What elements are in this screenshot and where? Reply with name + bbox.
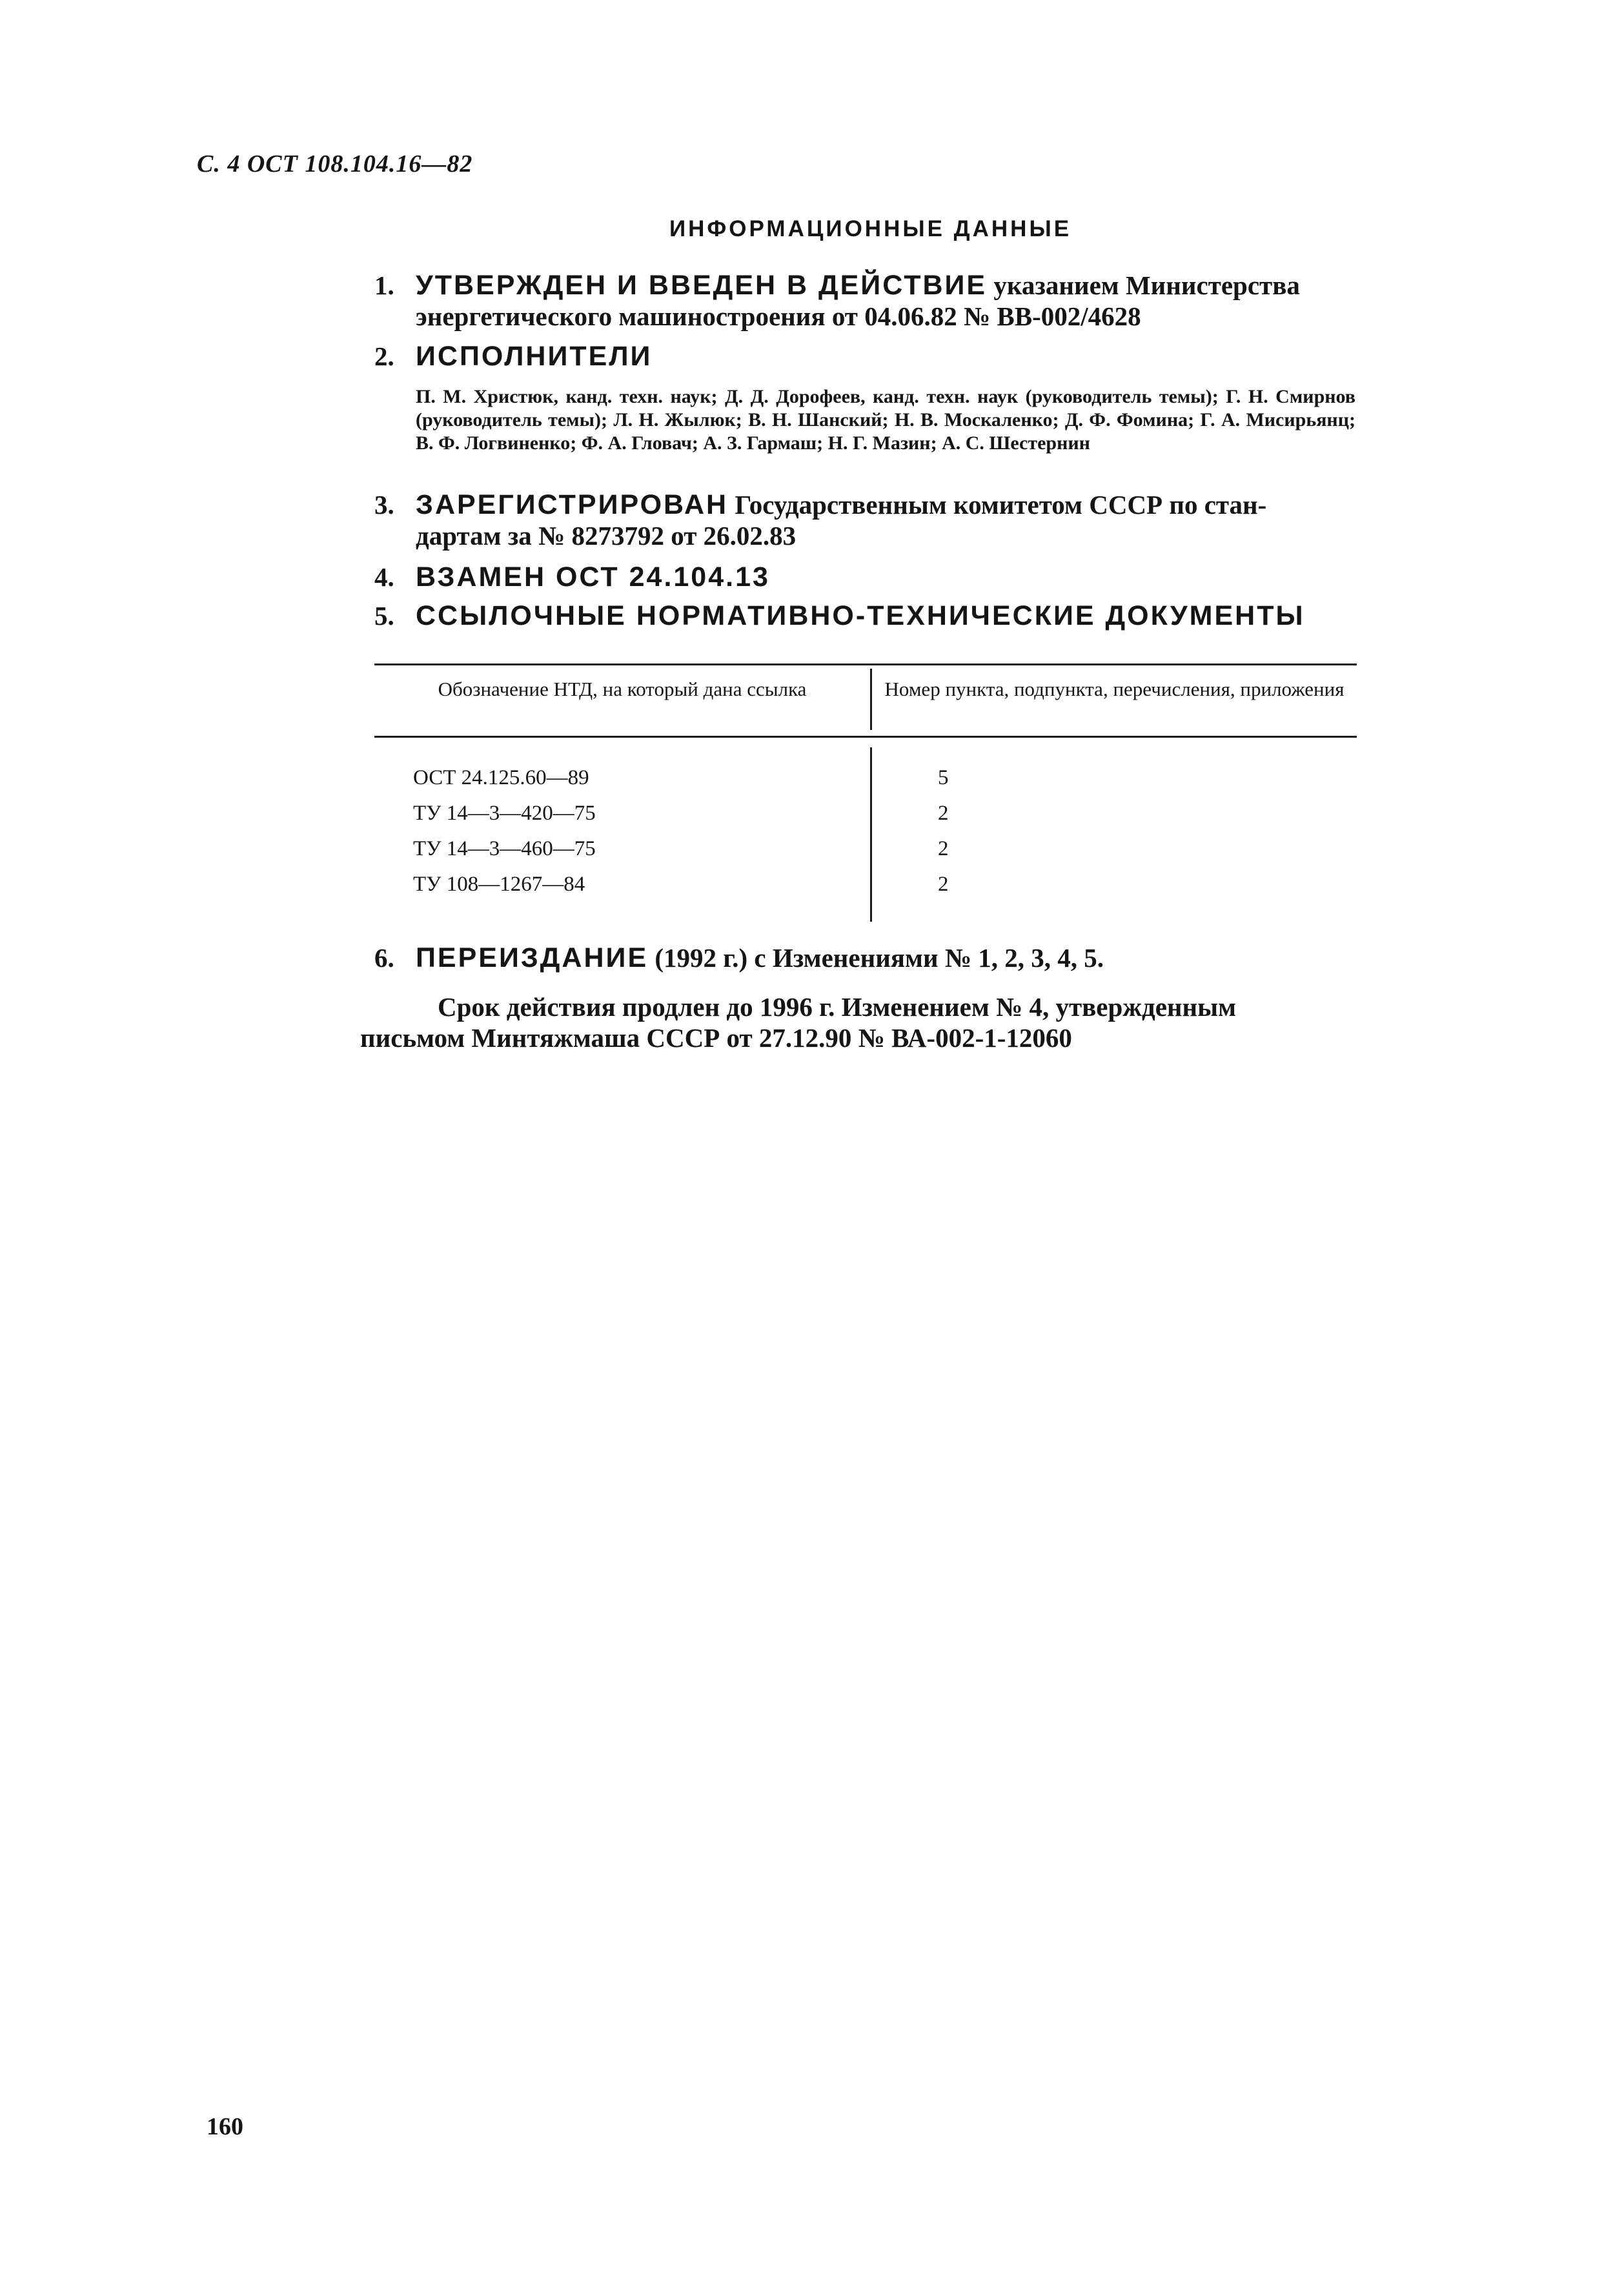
item-replaces <box>374 562 1355 593</box>
table-cell-clause: 2 <box>938 802 949 825</box>
extension-line-2: письмом Минтяжмаша СССР от 27.12.90 № ВА-002-1-12060 <box>360 1023 1072 1053</box>
item-heading: УТВЕРЖДЕН И ВВЕДЕН В ДЕЙСТВИЕ <box>416 270 988 301</box>
table-body-divider <box>870 747 872 922</box>
table-header-clause: Номер пункта, подпункта, перечисления, приложения <box>884 678 1345 700</box>
table-cell-document: ТУ 14—3—460—75 <box>413 837 596 860</box>
page-header: С. 4 ОСТ 108.104.16—82 <box>197 150 473 177</box>
item-number: 4. <box>374 562 394 592</box>
item-text-continued: энергетического машиностроения от 04.06.82 № ВВ-002/4628 <box>416 301 1141 331</box>
item-text: Государственным комитетом СССР по стан- <box>735 490 1267 520</box>
table-cell-clause: 5 <box>938 766 949 789</box>
item-performers <box>374 341 1355 372</box>
item-number: 5. <box>374 601 394 631</box>
item-number: 2. <box>374 341 394 371</box>
item-text: (1992 г.) с Изменениями № 1, 2, 3, 4, 5. <box>655 943 1104 973</box>
item-heading: ПЕРЕИЗДАНИЕ <box>416 942 649 973</box>
table-cell-clause: 2 <box>938 837 949 860</box>
item-text: указанием Министерства <box>993 270 1300 300</box>
table-header-document: Обозначение НТД, на который дана ссылка <box>438 678 807 700</box>
performers-list: П. М. Христюк, канд. техн. наук; Д. Д. Дорофеев, канд. техн. наук (руководитель темы); Г. Н. Смирнов (руководитель темы); Л. Н. Жылюк; В. Н. Шанский; Н. В. Москаленко; Д. Ф. Фомина; Г. А. Мисирьянц; В. Ф. Логвиненко; Ф. А. Гловач; А. З. Гармаш; Н. Г. Мазин; А. С. Шестернин <box>416 386 1355 454</box>
item-references <box>374 600 1355 631</box>
table-top-rule <box>374 663 1357 665</box>
item-number: 6. <box>374 943 394 973</box>
item-heading: ИСПОЛНИТЕЛИ <box>416 341 653 372</box>
item-heading: ЗАРЕГИСТРИРОВАН <box>416 489 729 520</box>
item-reissue <box>374 942 1355 973</box>
section-title: ИНФОРМАЦИОННЫЕ ДАННЫЕ <box>669 216 1072 241</box>
item-approved <box>374 270 1355 332</box>
item-text-continued: дартам за № 8273792 от 26.02.83 <box>416 521 797 551</box>
table-column-documents <box>413 760 596 902</box>
extension-line-1: Срок действия продлен до 1996 г. Изменением № 4, утвержденным <box>438 992 1237 1022</box>
table-cell-document: ОСТ 24.125.60—89 <box>413 766 589 789</box>
item-number: 3. <box>374 490 394 520</box>
table-column-clauses <box>938 760 949 902</box>
table-cell-clause: 2 <box>938 873 949 896</box>
reference-documents-table <box>374 663 1357 922</box>
item-heading: ССЫЛОЧНЫЕ НОРМАТИВНО-ТЕХНИЧЕСКИЕ ДОКУМЕНТЫ <box>416 600 1305 631</box>
table-header-rule <box>374 736 1357 738</box>
item-heading: ВЗАМЕН ОСТ 24.104.13 <box>416 562 770 593</box>
table-cell-document: ТУ 14—3—420—75 <box>413 802 596 825</box>
item-number: 1. <box>374 270 394 300</box>
page-number: 160 <box>207 2113 243 2140</box>
item-registered <box>374 489 1355 551</box>
validity-extension-note <box>360 991 1357 1053</box>
table-cell-document: ТУ 108—1267—84 <box>413 873 585 896</box>
